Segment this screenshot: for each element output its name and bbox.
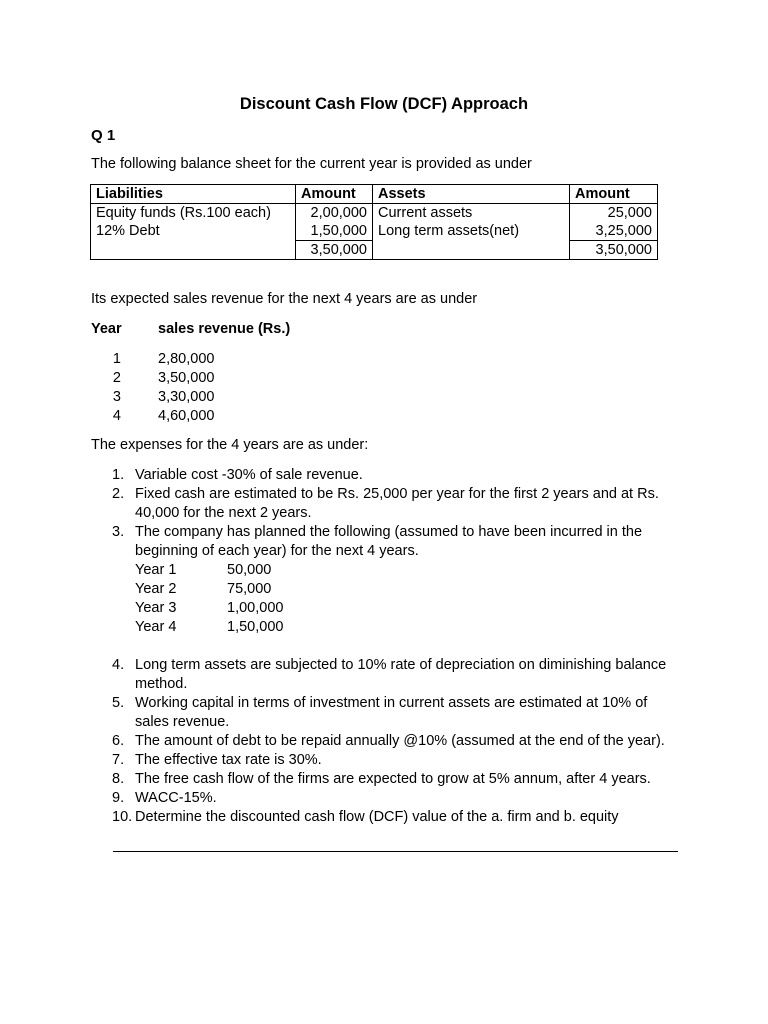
revenue-year: 1 xyxy=(112,351,121,367)
table-cell: 25,000 xyxy=(570,204,658,223)
item-number: 2. xyxy=(112,486,125,502)
table-row xyxy=(91,204,658,223)
item-text: Determine the discounted cash flow (DCF) value of the a. firm and b. equity xyxy=(135,809,619,825)
schedule-year: Year 4 xyxy=(135,619,177,635)
item-number: 8. xyxy=(112,771,125,787)
col-header-amount: Amount xyxy=(296,185,373,204)
item-text: The company has planned the following (assumed to have been incurred in the beginning of each year) for the next 4 years. xyxy=(135,524,643,559)
schedule-year: Year 1 xyxy=(135,562,177,578)
table-cell: 3,25,000 xyxy=(570,222,658,241)
table-cell: Equity funds (Rs.100 each) xyxy=(91,204,296,223)
table-cell: 1,50,000 xyxy=(296,222,373,241)
schedule-amount: 1,00,000 xyxy=(227,600,284,616)
table-cell xyxy=(373,241,570,260)
table-header-row xyxy=(91,185,658,204)
schedule-year: Year 2 xyxy=(135,581,177,597)
list-item xyxy=(91,466,681,485)
list-item xyxy=(91,485,681,523)
revenue-year: 4 xyxy=(112,408,121,424)
revenue-year: 3 xyxy=(112,389,121,405)
item-text: Working capital in terms of investment in current assets are estimated at 10% of sales revenue. xyxy=(135,695,648,730)
item-text: The free cash flow of the firms are expected to grow at 5% annum, after 4 years. xyxy=(135,771,651,787)
balance-sheet-table xyxy=(90,184,658,260)
revenue-year: 2 xyxy=(112,370,121,386)
col-header-assets: Assets xyxy=(373,185,570,204)
total-assets: 3,50,000 xyxy=(570,241,658,260)
list-item xyxy=(91,694,681,732)
col-header-liabilities: Liabilities xyxy=(91,185,296,204)
item-number: 7. xyxy=(112,752,125,768)
table-cell: Current assets xyxy=(373,204,570,223)
list-item xyxy=(91,770,681,789)
item-number: 5. xyxy=(112,695,125,711)
expense-list xyxy=(91,466,681,827)
schedule-amount: 1,50,000 xyxy=(227,619,284,635)
item-number: 1. xyxy=(112,467,125,483)
schedule-amount: 75,000 xyxy=(227,581,272,597)
table-row xyxy=(91,222,658,241)
table-total-row xyxy=(91,241,658,260)
list-item xyxy=(91,523,681,637)
revenue-value: 3,50,000 xyxy=(158,370,215,386)
list-item xyxy=(91,656,681,694)
table-cell: Long term assets(net) xyxy=(373,222,570,241)
schedule-amount: 50,000 xyxy=(227,562,272,578)
question-number: Q 1 xyxy=(91,127,116,144)
page-title: Discount Cash Flow (DCF) Approach xyxy=(239,95,529,113)
schedule-row xyxy=(135,618,681,637)
item-text: Long term assets are subjected to 10% rate of depreciation on diminishing balance method. xyxy=(135,657,667,692)
list-item xyxy=(91,808,681,827)
list-item xyxy=(91,789,681,808)
table-cell xyxy=(91,241,296,260)
schedule-year: Year 3 xyxy=(135,600,177,616)
item-number: 3. xyxy=(112,524,125,540)
item-number: 9. xyxy=(112,790,125,806)
item-text: Fixed cash are estimated to be Rs. 25,000 per year for the first 2 years and at Rs. 40,000 for the next 2 years. xyxy=(135,486,659,521)
expenses-intro: The expenses for the 4 years are as under: xyxy=(91,437,369,453)
item-text: The amount of debt to be repaid annually @10% (assumed at the end of the year). xyxy=(135,733,665,749)
revenue-value: 4,60,000 xyxy=(158,408,215,424)
schedule-row xyxy=(135,599,681,618)
intro-text: The following balance sheet for the current year is provided as under xyxy=(91,156,532,172)
investment-schedule xyxy=(135,561,681,637)
item-number: 10. xyxy=(112,809,133,825)
item-text: Variable cost -30% of sale revenue. xyxy=(135,467,363,483)
revenue-value: 2,80,000 xyxy=(158,351,215,367)
schedule-row xyxy=(135,561,681,580)
schedule-row xyxy=(135,580,681,599)
table-cell: 2,00,000 xyxy=(296,204,373,223)
revenue-header-year: Year xyxy=(91,321,122,337)
list-item xyxy=(91,751,681,770)
item-text: WACC-15%. xyxy=(135,790,217,806)
item-number: 6. xyxy=(112,733,125,749)
bottom-rule xyxy=(113,851,678,852)
item-text: The effective tax rate is 30%. xyxy=(135,752,322,768)
list-item xyxy=(91,732,681,751)
col-header-amount: Amount xyxy=(570,185,658,204)
revenue-header-sales: sales revenue (Rs.) xyxy=(158,321,291,337)
item-number: 4. xyxy=(112,657,125,673)
revenue-value: 3,30,000 xyxy=(158,389,215,405)
revenue-intro: Its expected sales revenue for the next 4 years are as under xyxy=(91,291,478,307)
total-liabilities: 3,50,000 xyxy=(296,241,373,260)
table-cell: 12% Debt xyxy=(91,222,296,241)
